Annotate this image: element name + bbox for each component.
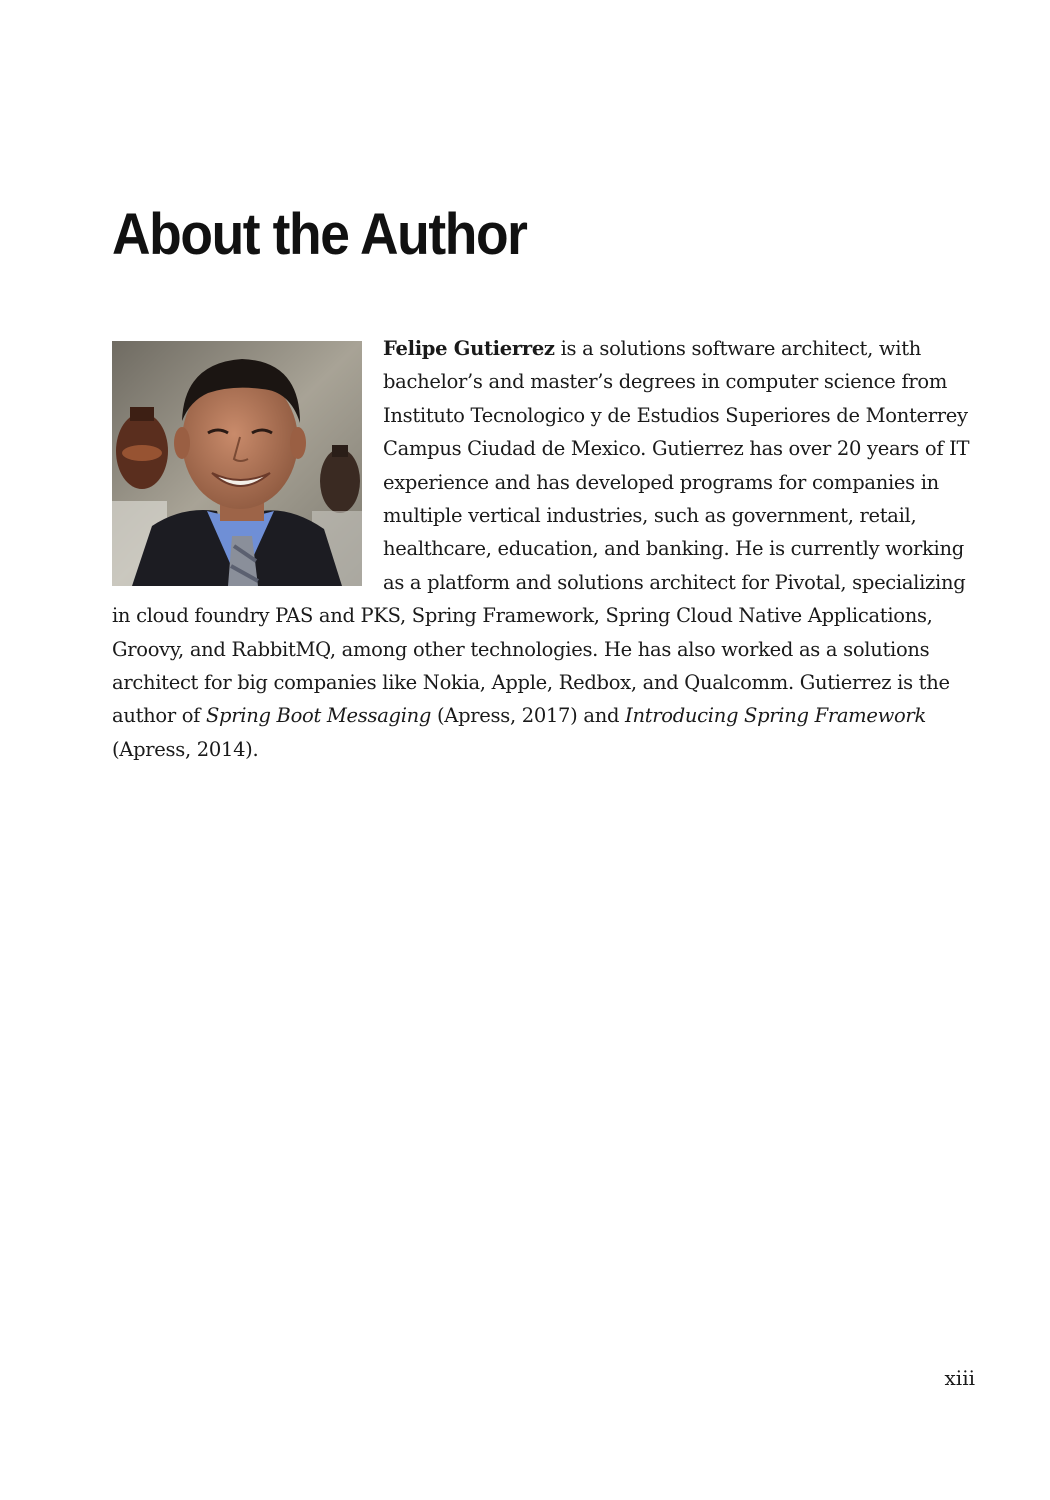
- book-title-spring-boot-messaging: Spring Boot Messaging: [206, 704, 432, 728]
- bio-text-2: (Apress, 2017) and: [431, 704, 626, 728]
- bio-text-1: is a solutions software architect, with bachelor’s and master’s degrees in computer science from Instituto Tecnologico y de Estudios Superiores de Monterrey Campus Ciudad de Mexico. Gutierrez has over 20 years of IT experience and has developed programs for companies in multiple vertical industries, such as government, retail, healthcare, education, and banking. He is currently working as a platform and solutions architect for Pivotal, specializing in cloud foundry PAS and PKS, Spring Framework, Spring Cloud Native Applications, Groovy, and RabbitMQ, among other technologies. He has also worked as a solutions architect for big companies like Nokia, Apple, Redbox, and Qualcomm. Gutierrez is the author of: [112, 337, 970, 728]
- page-number: xiii: [944, 1366, 975, 1390]
- author-bio: [112, 332, 974, 766]
- page-title: About the Author: [112, 202, 527, 267]
- book-title-introducing-spring-framework: Introducing Spring Framework: [625, 704, 926, 728]
- author-name: Felipe Gutierrez: [383, 337, 555, 360]
- bio-text-3: (Apress, 2014).: [112, 737, 259, 761]
- author-portrait-icon: [112, 341, 362, 586]
- author-photo: [112, 341, 362, 586]
